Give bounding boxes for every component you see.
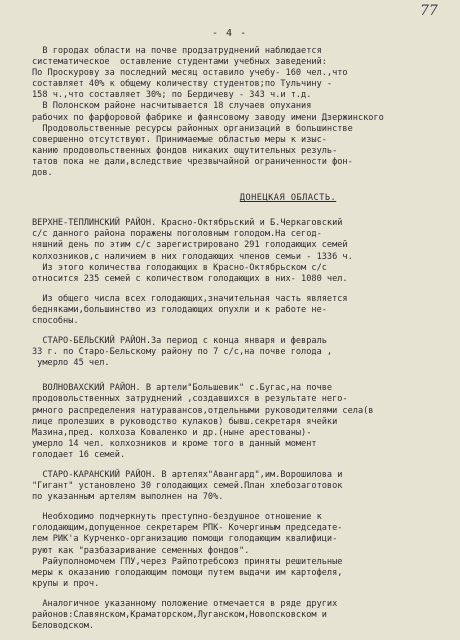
text-line: Райуполномочем ГПУ,через Райпотребсоюз приняты решительные [32, 556, 343, 567]
text-line: относится 235 семей с количеством голодающих в них- 1080 чел. [32, 273, 348, 284]
paragraph-staro-karansky [32, 470, 444, 503]
text-line: дов. [32, 168, 53, 179]
paragraph-hungry-majority [32, 294, 444, 327]
text-line: бедняками,большинство из голодающих опухли и к работе не- [32, 304, 327, 315]
text-line: лице пролезших в руководство кулаков) бывш.секретаря ячейки [32, 416, 338, 427]
text-line: меры к оказанию голодающим помощи путем выдачи им картофеля, [32, 567, 343, 578]
text-line: канию продовольственных фондов никаких ощутительных резуль- [32, 145, 338, 156]
text-line: ВОЛНОВАХСКИЙ РАЙОН. В артели"Большевик" с.Бугас,на почве [32, 383, 333, 394]
text-line: ВЕРХНЕ-ТЕПЛИНСКИЙ РАЙОН. Красно-Октябрьский и Б.Черкаговский [32, 218, 343, 229]
text-line: СТАРО-БЕЛЬСКИЙ РАЙОН.За период с конца января и февраль [32, 336, 327, 347]
text-line: руют как "разбазаривание семенных фондов". [32, 545, 250, 556]
text-line: систематическое оставление студентами учебных заведений: [32, 57, 327, 68]
document-body [32, 46, 444, 632]
text-line: голодающим,допущенное секретарем РПК- Кочергиным председате- [32, 523, 343, 534]
text-line: районов:Славянском,Краматорском,Луганском,Новопсковском и [32, 610, 327, 621]
section-heading: ДОНЕЦКАЯ ОБЛАСТЬ. [239, 193, 337, 204]
paragraph-similar-districts [32, 599, 444, 632]
text-line: продовольственных затруднений ,создавшихся в результате него- [32, 394, 348, 405]
text-line: с/с данного района поражены поголовным голодом.На сегод- [32, 229, 322, 240]
text-line: "Гигант" установлено 30 голодающих семей.План хлебозаготовок [32, 481, 343, 492]
text-line: Необходимо подчеркнуть преступно-бездушное отношение к [32, 512, 322, 523]
text-line: рмного распределения натуравансов,отдельными руководителями села(в [32, 405, 374, 416]
text-line: татов пока не дали,вследствие чрезвычайной ограниченности фон- [32, 156, 353, 167]
text-line: В Полонском районе насчитывается 18 случаев опухания [32, 101, 312, 112]
text-line: умерло 45 чел. [32, 358, 110, 369]
text-line: крупы и проч. [32, 578, 100, 589]
text-line: по указанным артелям выполнен на 70%. [32, 492, 224, 503]
paragraph-verkhne-teplinsky [32, 218, 444, 285]
text-line: Аналогичное указанному положение отмечается в ряде других [32, 598, 338, 609]
text-line: способны. [32, 315, 79, 326]
text-line: Продовольственные ресурсы районных организаций в большинстве [32, 123, 353, 134]
text-line: Из этого количества голодающих в Красно-Октябрьском с/с [32, 262, 327, 273]
paragraph-criminal-attitude [32, 512, 444, 590]
text-line: По Проскурову за последний месяц оставило учебу- 160 чел.,что [32, 68, 348, 79]
paragraph-volnovakhsky [32, 383, 444, 461]
page-number: - 4 - [212, 28, 248, 39]
text-line: рабочих по фарфоровой фабрике и фаянсовому заводу имени Дзержинского [32, 112, 384, 123]
text-line: Из общего числа всех голодающих,значительная часть является [32, 293, 348, 304]
text-line: Мазина,пред. колхоза Коваленко и др.(ныне арестованы)- [32, 427, 312, 438]
text-line: В городах области на почве продзатруднений наблюдается [32, 46, 322, 56]
text-line: няшний день по этим с/с зарегистрировано 291 голодающих семей [32, 240, 348, 251]
text-line: лем РИК'а Курченко-организацию помощи голодающим квалифици- [32, 534, 338, 545]
text-line: колхозников,с наличием в них голодающих членов семьи - 1336 ч. [32, 251, 353, 262]
text-line: 158 ч.,что составляет 30%; по Бердичеву - 343 ч.и т.д. [32, 90, 312, 101]
paragraph-staro-belsky [32, 336, 444, 369]
text-line: СТАРО-КАРАНСКИЙ РАЙОН. В артелях"Авангард",им.Ворошилова и [32, 470, 343, 480]
text-line: голодает 16 семей. [32, 449, 126, 460]
text-line: совершенно отсутствуют. Принимаемые областью меры к изыс- [32, 134, 327, 145]
text-line: составляет 40% к общему количеству студентов;по Тульчину - [32, 79, 333, 90]
text-line: 33 г. по Старо-Бельскому району по 7 с/с,на почве голода , [32, 347, 333, 358]
text-line: умерло 14 чел. колхозников и кроме того в данный момент [32, 438, 317, 449]
text-line: Беловодском. [32, 621, 95, 632]
archive-page-number: 77 [420, 3, 438, 19]
paragraph-city-students [32, 46, 444, 179]
